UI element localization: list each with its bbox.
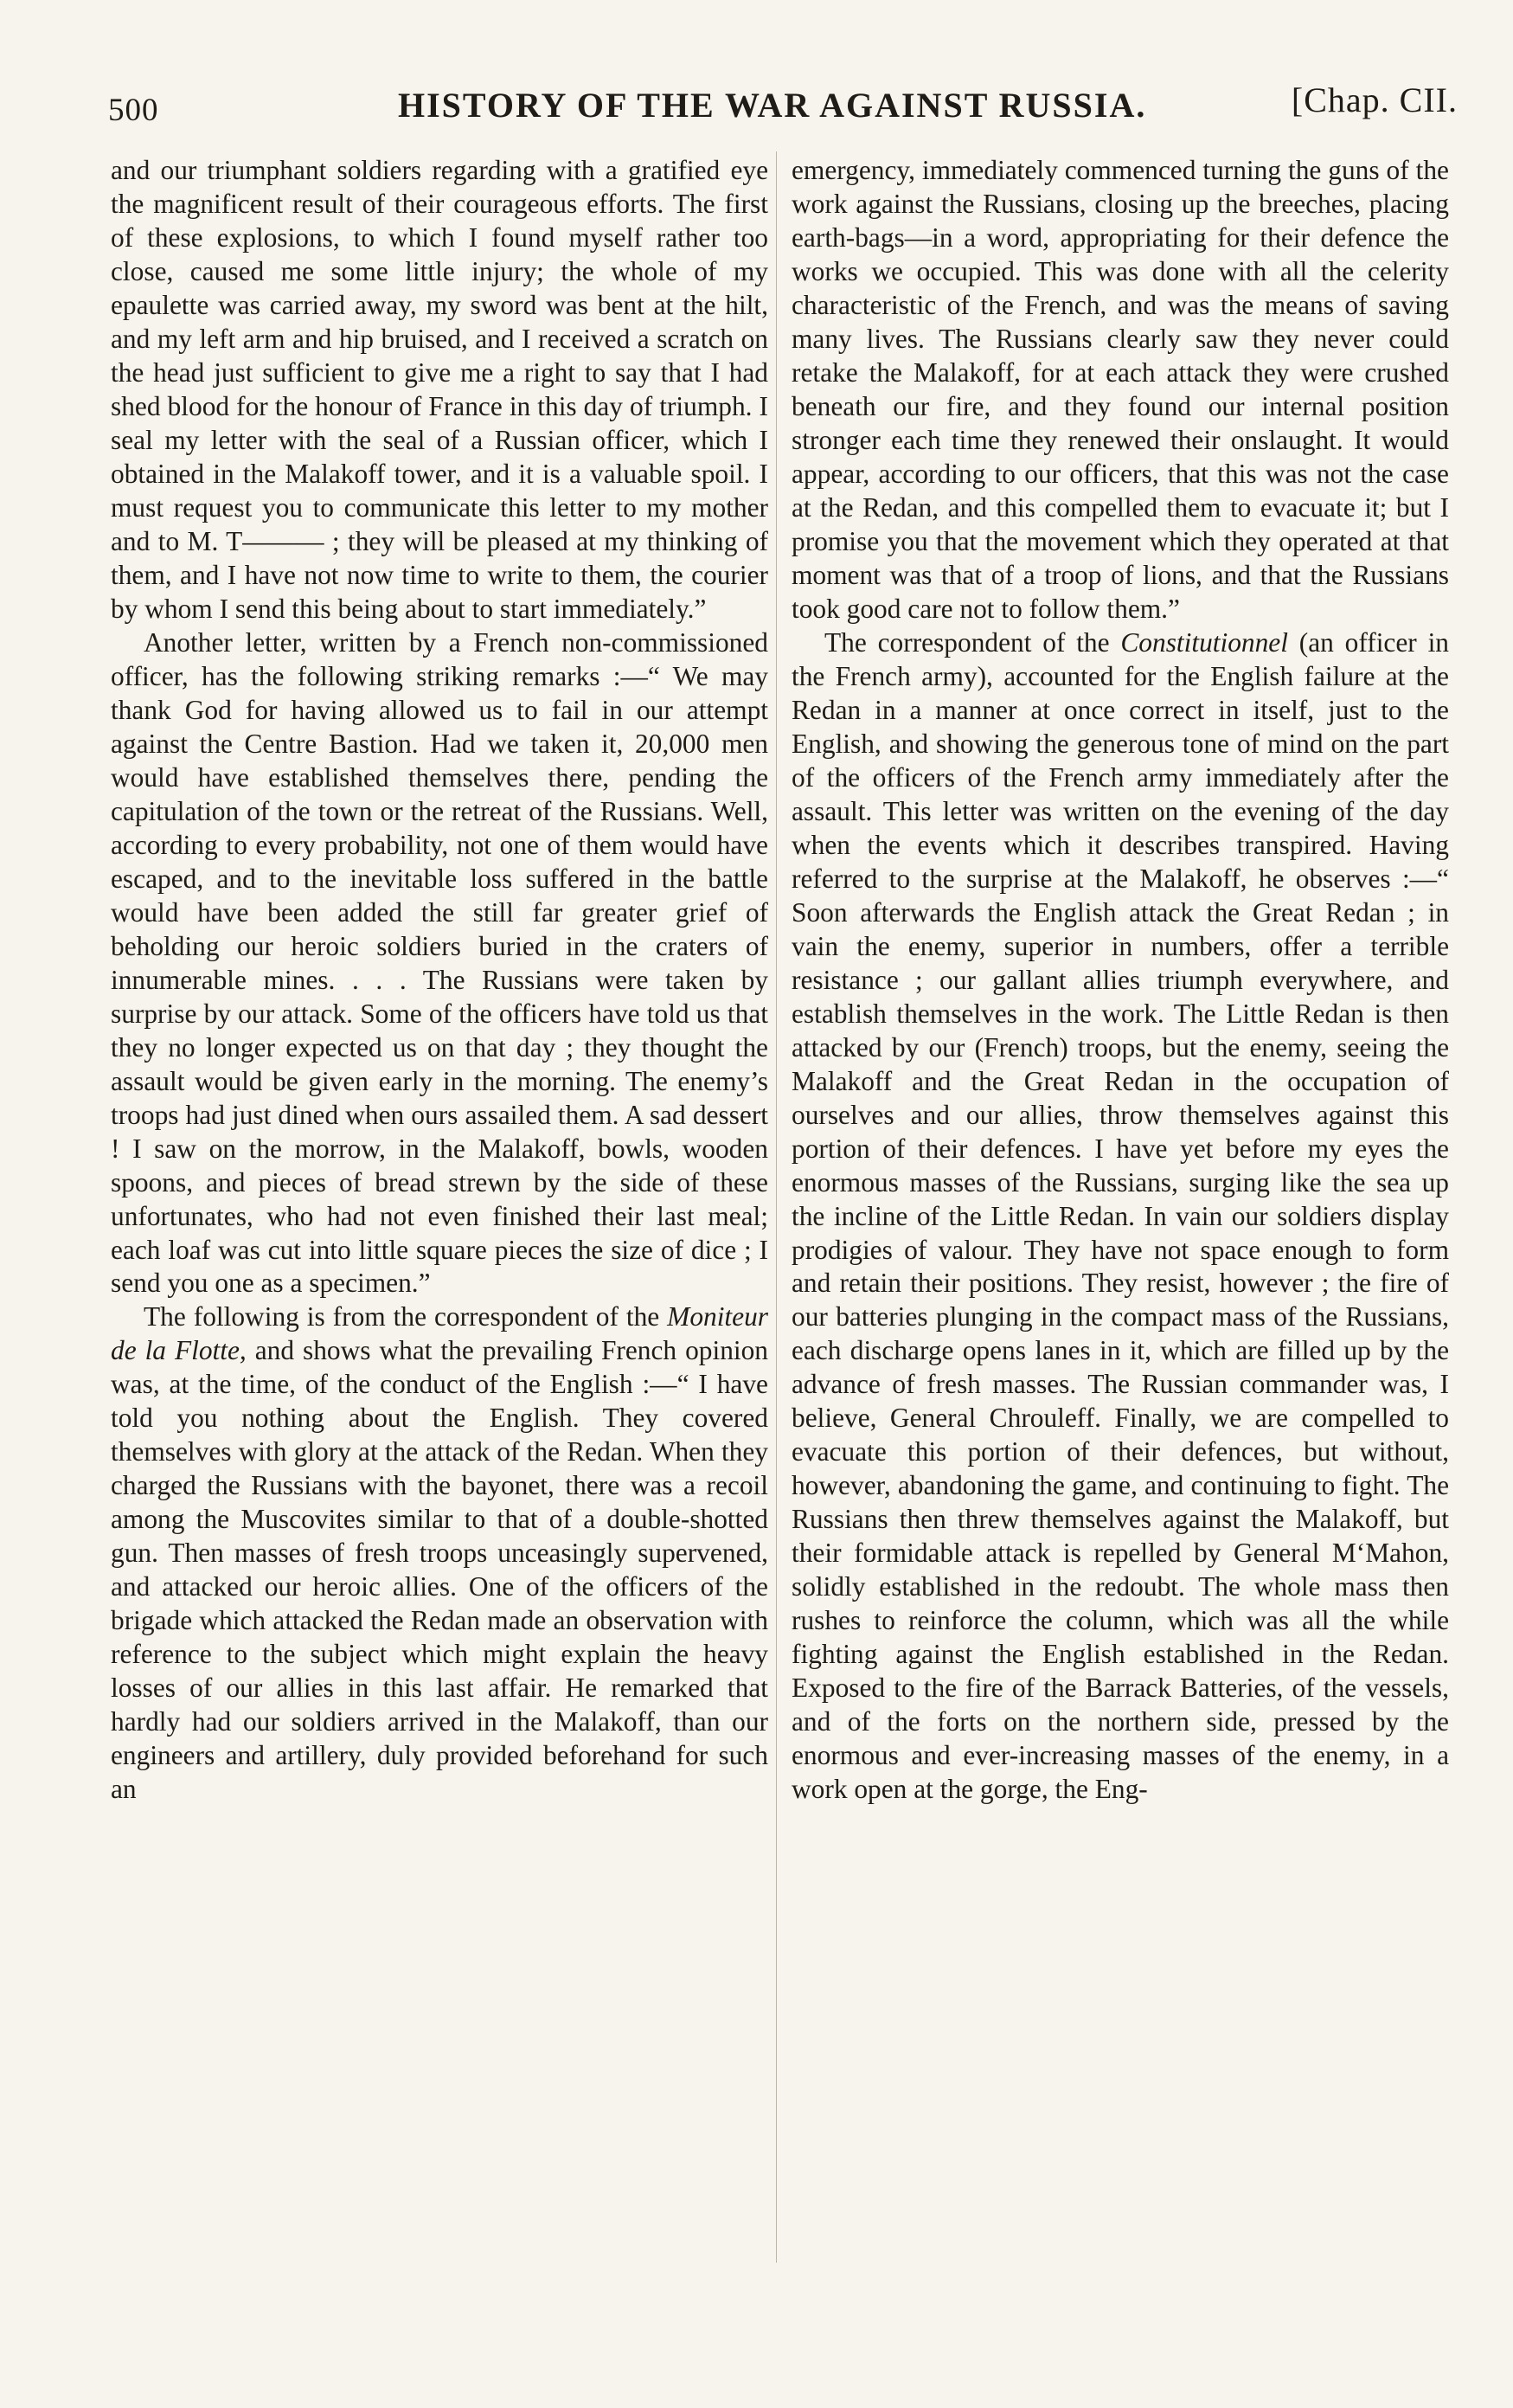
left-column xyxy=(111,154,768,1807)
running-head xyxy=(108,80,1458,128)
paragraph-constitutionnel-correspondent xyxy=(792,626,1449,1807)
constitutionnel-text-after: (an officer in the French army), accounted for the English failure at the Redan in a manner at once correct in itself, just to the English, and showing the generous tone of mind on the part of the officers of the French army immediately after the assault. This letter was written on the evening of the day when the events which it describes transpired. Having referred to the surprise at the Malakoff, he observes :—“ Soon afterwards the English attack the Great Redan ; in vain the enemy, superior in numbers, offer a terrible resistance ; our gallant allies triumph everywhere, and establish themselves in the work. The Little Redan is then attacked by our (French) troops, but the enemy, seeing the Malakoff and the Great Redan in the occupation of ourselves and our allies, throw themselves against this portion of their defences. I have yet before my eyes the enormous masses of the Russians, surging like the sea up the incline of the Little Redan. In vain our soldiers display prodigies of valour. They have not space enough to form and retain their positions. They resist, however ; the fire of our batteries plunging in the compact mass of the Russians, each discharge opens lanes in it, which are filled up by the advance of fresh masses. The Russian commander was, I believe, General Chrouleff. Finally, we are compelled to evacuate this portion of their defences, but without, however, abandoning the game, and continuing to fight. The Russians then threw themselves against the Malakoff, but their formidable attack is repelled by General M‘Mahon, solidly established in the redoubt. The whole mass then rushes to reinforce the column, which was all the while fighting against the English established in the Redan. Exposed to the fire of the Barrack Batteries, of the vessels, and of the forts on the northern side, pressed by the enormous and ever-increasing masses of the enemy, in a work open at the gorge, the Eng- xyxy=(792,626,1449,1805)
paragraph-moniteur-correspondent xyxy=(111,1300,768,1807)
moniteur-text-after: and shows what the prevailing French opinion was, at the time, of the conduct of the English :—“ I have told you nothing about the English. They covered themselves with glory at the attack of the Redan. When they charged the Russians with the bayonet, there was a recoil among the Muscovites similar to that of a double-shotted gun. Then masses of fresh troops unceasingly supervened, and attacked our heroic allies. One of the officers of the brigade which attacked the Redan made an observation with reference to the subject which might explain the heavy losses of our allies in this last affair. He remarked that hardly had our soldiers arrived in the Malakoff, than our engineers and artillery, duly provided beforehand for such an xyxy=(111,1335,769,1805)
paragraph-nco-letter: Another letter, written by a French non-commissioned officer, has the following striking remarks :—“ We may thank God for having allowed us to fail in our attempt against the Centre Bastion. Had we taken it, 20,000 men would have established themselves there, pending the capitulation of the town or the retreat of the Russians. Well, according to every probability, not one of them would have escaped, and to the inevitable loss suffered in the battle would have been added the still far greater grief of beholding our heroic soldiers buried in the craters of innumerable mines. . . . The Russians were taken by surprise by our attack. Some of the officers have told us that they no longer expected us on that day ; they thought the assault would be given early in the morning. The enemy’s troops had just dined when ours assailed them. A sad dessert ! I saw on the morrow, in the Malakoff, bowls, wooden spoons, and pieces of bread strewn by the side of these unfortunates, who had not even finished their last meal; each loaf was cut into little square pieces the size of dice ; I send you one as a specimen.” xyxy=(111,626,768,1299)
column-divider xyxy=(776,151,777,2263)
right-column xyxy=(792,154,1449,1807)
paragraph-letter-continuation: and our triumphant soldiers regarding with a gratified eye the magnificent result of their courageous efforts. The first of these explosions, to which I found myself rather too close, caused me some little injury; the whole of my epaulette was carried away, my sword was bent at the hilt, and my left arm and hip bruised, and I received a scratch on the head just sufficient to give me a right to say that I had shed blood for the honour of France in this day of triumph. I seal my letter with the seal of a Russian officer, which I obtained in the Malakoff tower, and it is a valuable spoil. I must request you to communicate this letter to my mother and to M. T——— ; they will be pleased at my thinking of them, and I have not now time to write to them, the courier by whom I send this being about to start immediately.” xyxy=(111,155,768,624)
paragraph-emergency-continuation: emergency, immediately commenced turning the guns of the work against the Russians, closing up the breeches, placing earth-bags—in a word, appropriating for their defence the works we occupied. This was done with all the celerity characteristic of the French, and was the means of saving many lives. The Russians clearly saw they never could retake the Malakoff, for at each attack they were crushed beneath our fire, and they found our internal position stronger each time they renewed their onslaught. It would appear, according to our officers, that this was not the case at the Redan, and this compelled them to evacuate it; but I promise you that the movement which they operated at that moment was that of a troop of lions, and that the Russians took good care not to follow them.” xyxy=(792,155,1449,624)
running-title: HISTORY OF THE WAR AGAINST RUSSIA. xyxy=(398,86,1147,125)
page-number: 500 xyxy=(108,93,159,128)
chapter-reference: [Chap. CII. xyxy=(1291,80,1458,119)
moniteur-de-la-flotte-title: Moniteur de la Flotte, xyxy=(111,1301,768,1366)
constitutionnel-title: Constitutionnel xyxy=(1120,626,1288,658)
moniteur-text-before: The following is from the correspondent of the xyxy=(144,1301,668,1332)
constitutionnel-text-before: The correspondent of the xyxy=(824,626,1121,658)
